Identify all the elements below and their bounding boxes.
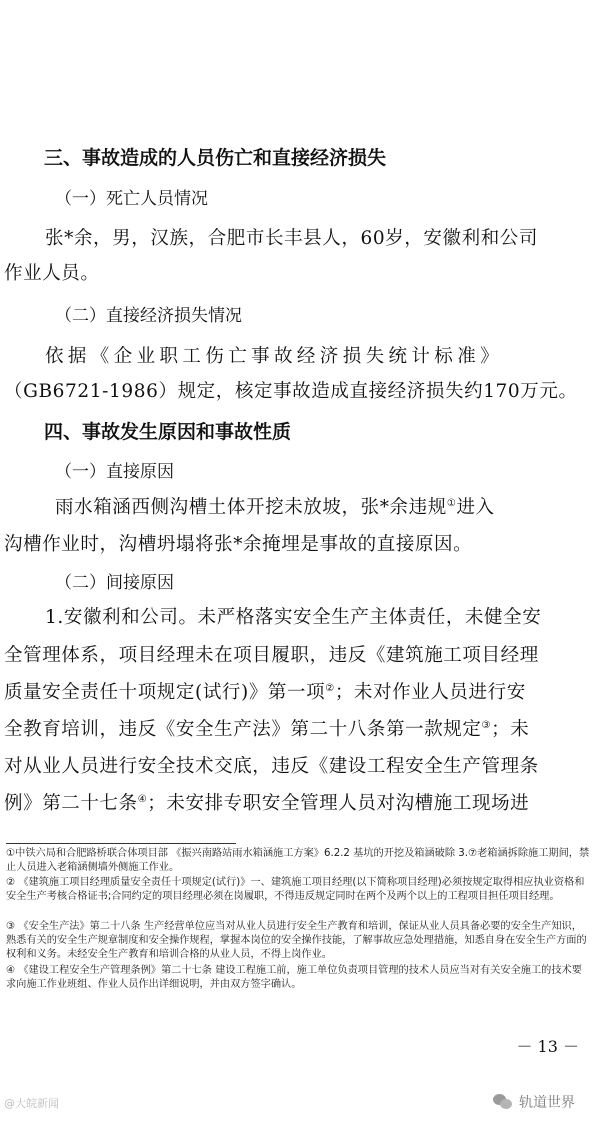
subheading-deaths: （一）死亡人员情况 [55,189,208,209]
paragraph-loss-line1: 依据《企业职工伤亡事故经济损失统计标准》 [45,346,504,367]
paragraph-deceased-line2: 作业人员。 [4,263,100,284]
footnote-divider [6,843,236,844]
paragraph-deceased-line1: 张*余，男，汉族，合肥市长丰县人，60岁，安徽利和公司 [45,228,538,249]
footnote-ref-2: ② [325,682,335,694]
paragraph-direct-cause-line1: 雨水箱涵西侧沟槽土体开挖未放坡，张*余违规①进入 [55,497,495,518]
subheading-indirect-cause: （二）间接原因 [55,573,174,593]
footnote-1: ①中铁六局和合肥路桥联合体项目部 《振兴南路站雨水箱涵施工方案》6.2.2 基坑的开挖及箱涵破除 3.⑦老箱涵拆除施工期间，禁止人员进入老箱涵侧墙外侧施工作业。 [6,848,590,873]
section-3-title: 三、事故造成的人员伤亡和直接经济损失 [44,147,387,169]
section-4-title: 四、事故发生原因和事故性质 [44,421,292,443]
watermark-account [493,1092,575,1112]
subheading-direct-cause: （一）直接原因 [55,462,174,482]
paragraph-loss-line2: （GB6721-1986）规定，核定事故造成直接经济损失约170万元。 [4,381,578,402]
indirect-cause-line4: 全教育培训，违反《安全生产法》第二十八条第一款规定③；未 [4,719,530,740]
indirect-cause-line1: 1.安徽利和公司。未严格落实安全生产主体责任，未健全安 [45,607,542,628]
indirect-cause-line5: 对从业人员进行安全技术交底，违反《建设工程安全生产管理条 [4,756,539,777]
footnote-4: ④ 《建设工程安全生产管理条例》第二十七条 建设工程施工前，施工单位负责项目管理的技术人员应当对有关安全施工的技术要求向施工作业班组、作业人员作出详细说明，并由双方签字确认。 [6,965,582,990]
indirect-cause-line2: 全管理体系，项目经理未在项目履职，违反《建筑施工项目经理 [4,645,539,666]
subheading-economic-loss: （二）直接经济损失情况 [55,306,242,326]
footnote-ref-4: ④ [137,793,148,805]
watermark-source: @大皖新闻 [4,1097,59,1110]
wechat-icon [493,1094,513,1110]
watermark-account-name: 轨道世界 [519,1095,575,1111]
indirect-cause-line6: 例》第二十七条④；未安排专职安全管理人员对沟槽施工现场进 [4,793,530,814]
indirect-cause-line3: 质量安全责任十项规定(试行)》第一项②；未对作业人员进行安 [4,682,526,703]
footnote-ref-3: ③ [481,719,492,731]
footnote-ref-1: ① [446,497,457,509]
paragraph-direct-cause-line2: 沟槽作业时，沟槽坍塌将张*余掩埋是事故的直接原因。 [4,534,473,555]
footnote-3: ③ 《安全生产法》第二十八条 生产经营单位应当对从业人员进行安全生产教育和培训，保证从业人员具备必要的安全生产知识，熟悉有关的安全生产规章制度和安全操作规程，掌握本岗位的安全操作技能，了解事故应急处理措施，知悉自身在安全生产方面的权利和义务。未经安全生产教育和培训合格的从业人员，不得上岗作业。 [6,921,587,960]
page-number: － 13 － [516,1037,579,1056]
footnote-2: ② 《建筑施工项目经理质量安全责任十项规定(试行)》一、建筑施工项目经理(以下简称项目经理)必须按规定取得相应执业资格和安全生产考核合格证书;合同约定的项目经理必须在岗履职，不得违反规定同时在两个及两个以上的工程项目担任项目经理。 [6,877,585,902]
